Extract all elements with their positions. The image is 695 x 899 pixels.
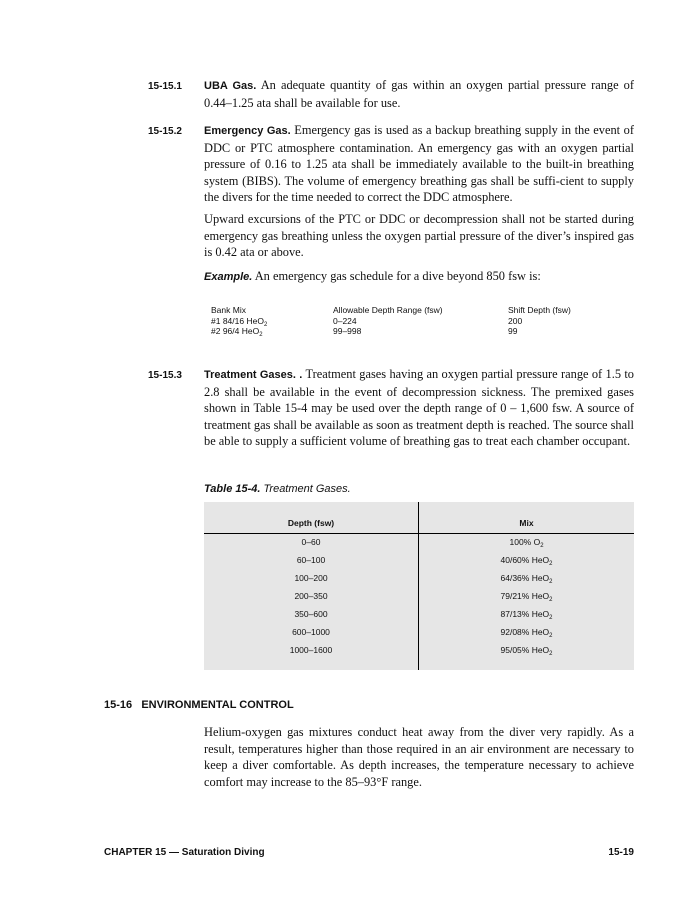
table-cell-mix: 79/21% HeO$_2$ bbox=[500, 591, 553, 603]
table-cell-depth: 600–1000 bbox=[292, 627, 330, 637]
paragraph-uba-gas bbox=[204, 77, 634, 111]
table-label: Table 15-4. bbox=[204, 483, 261, 495]
table-cell-depth: 200–350 bbox=[294, 591, 328, 601]
table-cell-mix: 40/60% HeO$_2$ bbox=[500, 555, 553, 567]
paragraph-environmental-control: Helium-oxygen gas mixtures conduct heat away from the diver very rapidly. As a result, temperatures higher than those required in an air environment are necessary to keep a diver comfortable. As depth increases, the temperature necessary to achieve comfort may increase to the 85–93°F range. bbox=[204, 725, 634, 789]
footer-page-number: 15-19 bbox=[608, 847, 634, 858]
paragraph-upward-excursions: Upward excursions of the PTC or DDC or decompression shall not be started during emergency gas breathing unless the oxygen partial pressure of the diver’s inspired gas is 0.42 ata or above. bbox=[204, 212, 634, 260]
paragraph-example bbox=[204, 268, 634, 286]
bank-row-2-range: 99–998 bbox=[333, 326, 362, 336]
paragraph-emergency-gas bbox=[204, 122, 634, 206]
table-caption-text: Treatment Gases. bbox=[260, 483, 351, 495]
treatment-gases-title: Treatment Gases. . bbox=[204, 369, 303, 381]
paragraph-treatment-gases bbox=[204, 366, 634, 450]
treatment-gases-text: Treatment gases having an oxygen partial pressure range of 1.5 to 2.8 shall be available in the event of decompression sickness. The premixed gases shown in Table 15-4 may be used over the depth range of 0 – 1,600 fsw. A source of treatment gas shall be available as soon as treatment depth is reached. The source shall be able to supply a sufficient volume of breathing gas to treat each chamber occupant. bbox=[204, 367, 634, 449]
section-number-15-15-3: 15-15.3 bbox=[148, 370, 182, 381]
example-text: An emergency gas schedule for a dive beyond 850 fsw is: bbox=[252, 269, 541, 283]
section-heading-15-16 bbox=[104, 699, 294, 711]
bank-header-mix: Bank Mix bbox=[211, 305, 246, 315]
table-cell-depth: 100–200 bbox=[294, 573, 328, 583]
emergency-gas-title: Emergency Gas. bbox=[204, 125, 291, 137]
footer-chapter: CHAPTER 15 — Saturation Diving bbox=[104, 847, 265, 858]
table-cell-mix: 92/08% HeO$_2$ bbox=[500, 627, 553, 639]
bank-row-1-range: 0–224 bbox=[333, 315, 357, 326]
section-16-title: ENVIRONMENTAL CONTROL bbox=[141, 699, 294, 711]
bank-header-range: Allowable Depth Range (fsw) bbox=[333, 305, 443, 315]
treatment-gases-table bbox=[204, 502, 634, 670]
table-cell-mix: 95/05% HeO$_2$ bbox=[500, 645, 553, 657]
bank-row-1-mix: #1 84/16 HeO$_2$ bbox=[211, 315, 268, 328]
table-cell-mix: 100% $O_2$ bbox=[509, 537, 544, 549]
table-header-divider bbox=[204, 533, 634, 534]
table-header-mix: Mix bbox=[519, 518, 534, 528]
table-cell-depth: 350–600 bbox=[294, 609, 328, 619]
table-cell-mix: 64/36% HeO$_2$ bbox=[500, 573, 553, 585]
table-cell-depth: 60–100 bbox=[296, 555, 326, 565]
bank-row-2-shift: 99 bbox=[508, 326, 518, 336]
bank-column-mix bbox=[211, 305, 267, 337]
bank-column-shift bbox=[508, 305, 571, 337]
section-number-15-15-2: 15-15.2 bbox=[148, 126, 182, 137]
table-cell-depth: 0–60 bbox=[301, 537, 321, 547]
section-number-15-15-1: 15-15.1 bbox=[148, 81, 182, 92]
bank-row-2-mix: #2 96/4 HeO$_2$ bbox=[211, 326, 263, 338]
example-label: Example. bbox=[204, 271, 253, 283]
bank-column-range bbox=[333, 305, 443, 337]
emergency-gas-text: Emergency gas is used as a backup breathing supply in the event of DDC or PTC atmosphere contamination. An emergency gas with an oxygen partial pressure of 0.16 to 1.25 ata shall be immediately available to the built-in breathing system (BIBS). The volume of emergency breathing gas shall be suffi-cient to supply the divers for the time needed to correct the DDC atmosphere. bbox=[204, 123, 635, 205]
bank-header-shift: Shift Depth (fsw) bbox=[508, 305, 571, 315]
table-cell-mix: 87/13% HeO$_2$ bbox=[500, 609, 553, 621]
bank-row-1-shift: 200 bbox=[508, 315, 523, 326]
table-header-depth: Depth (fsw) bbox=[287, 518, 335, 528]
section-16-number: 15-16 bbox=[104, 699, 133, 711]
table-caption bbox=[204, 483, 351, 495]
uba-gas-text: An adequate quantity of gas within an oxygen partial pressure range of 0.44–1.25 ata shall be available for use. bbox=[204, 78, 634, 110]
uba-gas-title: UBA Gas. bbox=[204, 80, 257, 92]
table-cell-depth: 1000–1600 bbox=[289, 645, 333, 655]
